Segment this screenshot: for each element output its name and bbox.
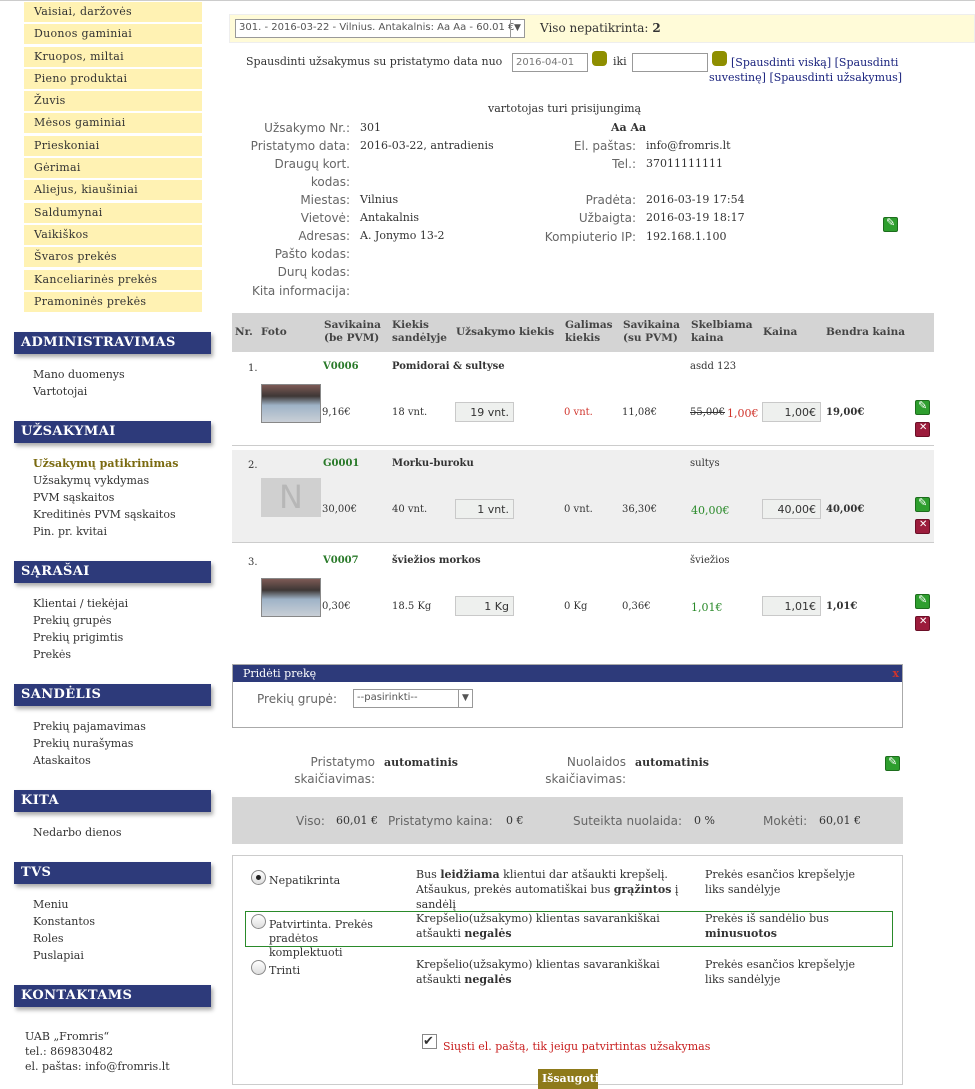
order-field-value: Antakalnis: [360, 211, 419, 224]
product-code-link[interactable]: V0006: [323, 361, 359, 372]
date-to-input[interactable]: [632, 53, 708, 72]
nav-link[interactable]: Puslapiai: [33, 949, 84, 962]
nav-link[interactable]: Mano duomenys: [33, 368, 125, 381]
contact-phone: tel.: 869830482: [25, 1045, 114, 1058]
finished-value: 2016-03-19 18:17: [646, 211, 745, 224]
nav-section-links: [33, 596, 128, 664]
status-radio[interactable]: [251, 870, 266, 885]
nav-link[interactable]: Prekių pajamavimas: [33, 720, 146, 733]
nav-section-header[interactable]: TVS: [14, 862, 211, 884]
unchecked-summary: [540, 21, 661, 35]
status-option-effect: Prekės esančios krepšelyje liks sandėlyje: [705, 868, 856, 896]
chevron-down-icon[interactable]: ▼: [458, 690, 472, 707]
status-option-label[interactable]: Nepatikrinta: [269, 874, 341, 887]
add-product-title: Pridėti prekę: [233, 665, 902, 682]
category-item[interactable]: Švaros prekės: [24, 247, 202, 267]
edit-row-icon[interactable]: [915, 594, 930, 609]
started-label: Pradėta:: [585, 193, 636, 207]
contacts: [25, 1029, 170, 1074]
ip-label: Kompiuterio IP:: [544, 230, 636, 244]
chevron-down-icon[interactable]: ▼: [510, 20, 524, 37]
order-qty-input[interactable]: 1 Kg: [455, 596, 514, 616]
row-stock: 40 vnt.: [392, 504, 428, 515]
discount-calc-value: automatinis: [635, 756, 709, 769]
nav-link[interactable]: Prekių nurašymas: [33, 737, 134, 750]
price-input[interactable]: 40,00€: [762, 499, 821, 519]
print-links: [709, 55, 909, 85]
product-note: sultys: [690, 458, 720, 469]
order-qty-input[interactable]: 1 vnt.: [455, 499, 514, 519]
category-item[interactable]: Saldumynai: [24, 203, 202, 223]
row-available: 0 Kg: [564, 601, 588, 612]
product-name: šviežios morkos: [392, 555, 481, 566]
nav-link[interactable]: Vartotojai: [33, 385, 88, 398]
unchecked-label: Viso nepatikrinta:: [540, 21, 649, 35]
order-select[interactable]: [235, 19, 525, 38]
product-photo[interactable]: [261, 384, 321, 423]
status-panel: [232, 855, 903, 1085]
row-stock: 18.5 Kg: [392, 601, 432, 612]
order-select-bar: [229, 14, 975, 43]
products-table-header: [232, 313, 934, 352]
order-field-label: Kita informacija:: [251, 284, 350, 298]
nav-link[interactable]: Ataskaitos: [33, 754, 91, 767]
status-option-description: Krepšelio(užsakymo) klientas savarankiškai atšaukti negalės: [416, 912, 660, 940]
th-total: Bendra kaina: [826, 326, 906, 338]
print-all-link[interactable]: [Spausdinti viską]: [731, 56, 832, 69]
print-label: Spausdinti užsakymus su pristatymo data nuo: [246, 55, 503, 68]
category-item[interactable]: Prieskoniai: [24, 136, 202, 156]
price-input[interactable]: 1,00€: [762, 402, 821, 422]
email-checkbox[interactable]: ✔: [422, 1034, 437, 1049]
order-field-label: Draugų kort. kodas:: [274, 157, 350, 189]
category-list: [24, 2, 202, 314]
edit-row-icon[interactable]: [915, 497, 930, 512]
nav-link[interactable]: Užsakymų patikrinimas: [33, 457, 179, 470]
nav-section-header[interactable]: KONTAKTAMS: [14, 985, 211, 1007]
product-name: Pomidorai & sultyse: [392, 361, 505, 372]
delivery-calc-label: Pristatymo skaičiavimas:: [294, 755, 375, 786]
row-cost-vat: 0,36€: [622, 601, 651, 612]
order-field-label: Pašto kodas:: [274, 247, 350, 261]
order-qty-input[interactable]: 19 vnt.: [455, 402, 514, 422]
row-total: 19,00€: [826, 407, 865, 418]
advertised-price: 1,01€: [691, 601, 723, 614]
pay-value: 60,01 €: [819, 814, 861, 827]
delivery-calc-value: automatinis: [384, 756, 458, 769]
category-item[interactable]: Kruopos, miltai: [24, 47, 202, 67]
th-advertised: Skelbiama kaina: [691, 319, 753, 344]
contact-email: el. paštas: info@fromris.lt: [25, 1060, 170, 1073]
category-item[interactable]: Aliejus, kiaušiniai: [24, 180, 202, 200]
email-label: El. paštas:: [573, 139, 636, 153]
category-item[interactable]: Gėrimai: [24, 158, 202, 178]
discount-calc-label: Nuolaidos skaičiavimas:: [545, 755, 626, 786]
ip-value: 192.168.1.100: [646, 230, 727, 243]
old-price: 55,00€: [690, 407, 725, 418]
nav-link[interactable]: Meniu: [33, 898, 69, 911]
th-order-qty: Užsakymo kiekis: [456, 326, 555, 338]
row-cost-vat: 11,08€: [622, 407, 657, 418]
th-available: Galimas kiekis: [565, 319, 613, 344]
contact-company: UAB „Fromris“: [25, 1030, 110, 1043]
order-field-label: Užsakymo Nr.:: [264, 121, 350, 135]
category-item[interactable]: Vaisiai, daržovės: [24, 2, 202, 22]
product-code-link[interactable]: V0007: [323, 555, 359, 566]
row-cost-vat: 36,30€: [622, 504, 657, 515]
product-note: asdd 123: [690, 361, 737, 372]
nav-section-links: [33, 897, 95, 965]
row-cost: 0,30€: [322, 601, 351, 612]
th-cost-vat: Savikaina (su PVM): [623, 319, 680, 344]
nav-section-links: [33, 825, 122, 842]
row-cost: 30,00€: [322, 504, 357, 515]
product-code-link[interactable]: G0001: [323, 458, 360, 469]
row-total: 1,01€: [826, 601, 858, 612]
advertised-price: 40,00€: [691, 504, 730, 517]
nav-section-header[interactable]: KITA: [14, 790, 211, 812]
nav-link[interactable]: PVM sąskaitos: [33, 491, 115, 504]
nav-section-header[interactable]: SĄRAŠAI: [14, 561, 211, 583]
finished-label: Užbaigta:: [578, 211, 636, 225]
discount-value: 0 %: [694, 814, 715, 827]
nav-link[interactable]: Kreditinės PVM sąskaitos: [33, 508, 176, 521]
product-group-value: --pasirinkti--: [357, 692, 418, 703]
order-field-label: Pristatymo data:: [250, 139, 350, 153]
product-name: Morku-buroku: [392, 458, 474, 469]
row-available: 0 vnt.: [564, 504, 593, 515]
add-product-panel: [232, 664, 903, 728]
phone-value: 37011111111: [646, 157, 723, 170]
save-button[interactable]: Išsaugoti: [538, 1069, 598, 1089]
status-radio[interactable]: [251, 914, 266, 929]
delete-row-icon[interactable]: [915, 422, 930, 437]
delete-row-icon[interactable]: [915, 616, 930, 631]
product-group-label: Prekių grupė:: [257, 692, 337, 706]
category-item[interactable]: Mėsos gaminiai: [24, 113, 202, 133]
th-price: Kaina: [763, 326, 798, 338]
to-label: iki: [613, 55, 627, 68]
row-total: 40,00€: [826, 504, 865, 515]
product-photo[interactable]: [261, 578, 321, 617]
calendar-from-button[interactable]: [592, 51, 607, 66]
status-option-description: Bus leidžiama klientui dar atšaukti krepšelį. Atšaukus, prekės automatiškai bus grąžintos į sandėlį: [416, 868, 679, 911]
phone-label: Tel.:: [612, 157, 636, 171]
th-cost-no-vat: Savikaina (be PVM): [324, 319, 381, 344]
nav-link[interactable]: Klientai / tiekėjai: [33, 597, 129, 610]
sum-label: Viso:: [296, 814, 325, 828]
row-nr: 3.: [248, 557, 258, 568]
category-item[interactable]: Duonos gaminiai: [24, 24, 202, 44]
print-orders-link[interactable]: [Spausdinti užsakymus]: [769, 71, 903, 84]
nav-section-header[interactable]: SANDĖLIS: [14, 684, 211, 706]
row-nr: 1.: [248, 363, 258, 374]
category-item[interactable]: Vaikiškos: [24, 225, 202, 245]
delete-row-icon[interactable]: [915, 519, 930, 534]
order-field-label: Miestas:: [300, 193, 350, 207]
nav-link[interactable]: Roles: [33, 932, 64, 945]
print-summary-link[interactable]: [Spausdinti suvestinę]: [709, 56, 899, 84]
nav-link[interactable]: Nedarbo dienos: [33, 826, 122, 839]
status-option-effect: Prekės esančios krepšelyje liks sandėlyje: [705, 958, 856, 986]
totals-bar: [232, 797, 903, 844]
order-field-value: Vilnius: [360, 193, 399, 206]
discount-label: Suteikta nuolaida:: [573, 814, 683, 828]
edit-row-icon[interactable]: [915, 400, 930, 415]
order-field-label: Durų kodas:: [277, 265, 350, 279]
user-status: vartotojas turi prisijungimą: [488, 102, 642, 115]
nav-link[interactable]: Konstantos: [33, 915, 96, 928]
th-photo: Foto: [261, 326, 287, 338]
edit-order-icon[interactable]: [883, 217, 898, 232]
nav-section-header[interactable]: UŽSAKYMAI: [14, 421, 211, 443]
price-input[interactable]: 1,01€: [762, 596, 821, 616]
nav-link[interactable]: Prekės: [33, 648, 71, 661]
status-option-description: Krepšelio(užsakymo) klientas savarankiškai atšaukti negalės: [416, 958, 660, 986]
th-stock: Kiekis sandėlyje: [392, 319, 447, 344]
order-field-value: 2016-03-22, antradienis: [360, 139, 494, 152]
delivery-price-value: 0 €: [506, 814, 524, 827]
nav-section-links: [33, 719, 146, 770]
status-radio[interactable]: [251, 960, 266, 975]
category-item[interactable]: Pramoninės prekės: [24, 292, 202, 312]
nav-link[interactable]: Prekių prigimtis: [33, 631, 124, 644]
nav-section-header[interactable]: ADMINISTRAVIMAS: [14, 332, 211, 354]
th-nr: Nr.: [235, 326, 253, 338]
category-item[interactable]: Pieno produktai: [24, 69, 202, 89]
row-nr: 2.: [248, 460, 258, 471]
nav-section-links: [33, 367, 125, 401]
nav-link[interactable]: Užsakymų vykdymas: [33, 474, 150, 487]
delivery-price-label: Pristatymo kaina:: [388, 814, 493, 828]
sum-value: 60,01 €: [336, 814, 378, 827]
order-select-value: 301. - 2016-03-22 - Vilnius. Antakalnis: Aa Aa - 60.01 €: [239, 22, 515, 33]
row-stock: 18 vnt.: [392, 407, 428, 418]
customer-name: Aa Aa: [611, 121, 647, 134]
edit-calc-icon[interactable]: [885, 756, 900, 771]
nav-link[interactable]: Prekių grupės: [33, 614, 112, 627]
order-field-value: A. Jonymo 13-2: [360, 229, 445, 242]
order-field-label: Vietovė:: [300, 211, 350, 225]
product-group-select[interactable]: [353, 689, 473, 708]
nav-link[interactable]: Pin. pr. kvitai: [33, 525, 107, 538]
unchecked-count: 2: [652, 21, 661, 35]
pay-label: Mokėti:: [763, 814, 808, 828]
category-item[interactable]: Žuvis: [24, 91, 202, 111]
close-icon[interactable]: x: [892, 667, 899, 680]
row-available: 0 vnt.: [564, 407, 593, 418]
email-value: info@fromris.lt: [646, 139, 731, 152]
advertised-price: 1,00€: [727, 407, 759, 420]
order-field-label: Adresas:: [298, 229, 350, 243]
order-field-value: 301: [360, 121, 381, 134]
status-option-label[interactable]: Patvirtinta. Prekės pradėtos komplektuoti: [269, 918, 373, 959]
status-option-effect: Prekės iš sandėlio bus minusuotos: [705, 912, 829, 940]
category-item[interactable]: Kanceliarinės prekės: [24, 270, 202, 290]
date-from-input[interactable]: 2016-04-01: [512, 53, 588, 72]
nav-section-links: [33, 456, 178, 541]
started-value: 2016-03-19 17:54: [646, 193, 745, 206]
status-option-label[interactable]: Trinti: [269, 964, 301, 977]
row-cost: 9,16€: [322, 407, 351, 418]
product-photo-placeholder[interactable]: N: [261, 478, 321, 517]
email-checkbox-label: Siųsti el. paštą, tik jeigu patvirtintas užsakymas: [443, 1040, 711, 1053]
product-note: šviežios: [690, 555, 730, 566]
